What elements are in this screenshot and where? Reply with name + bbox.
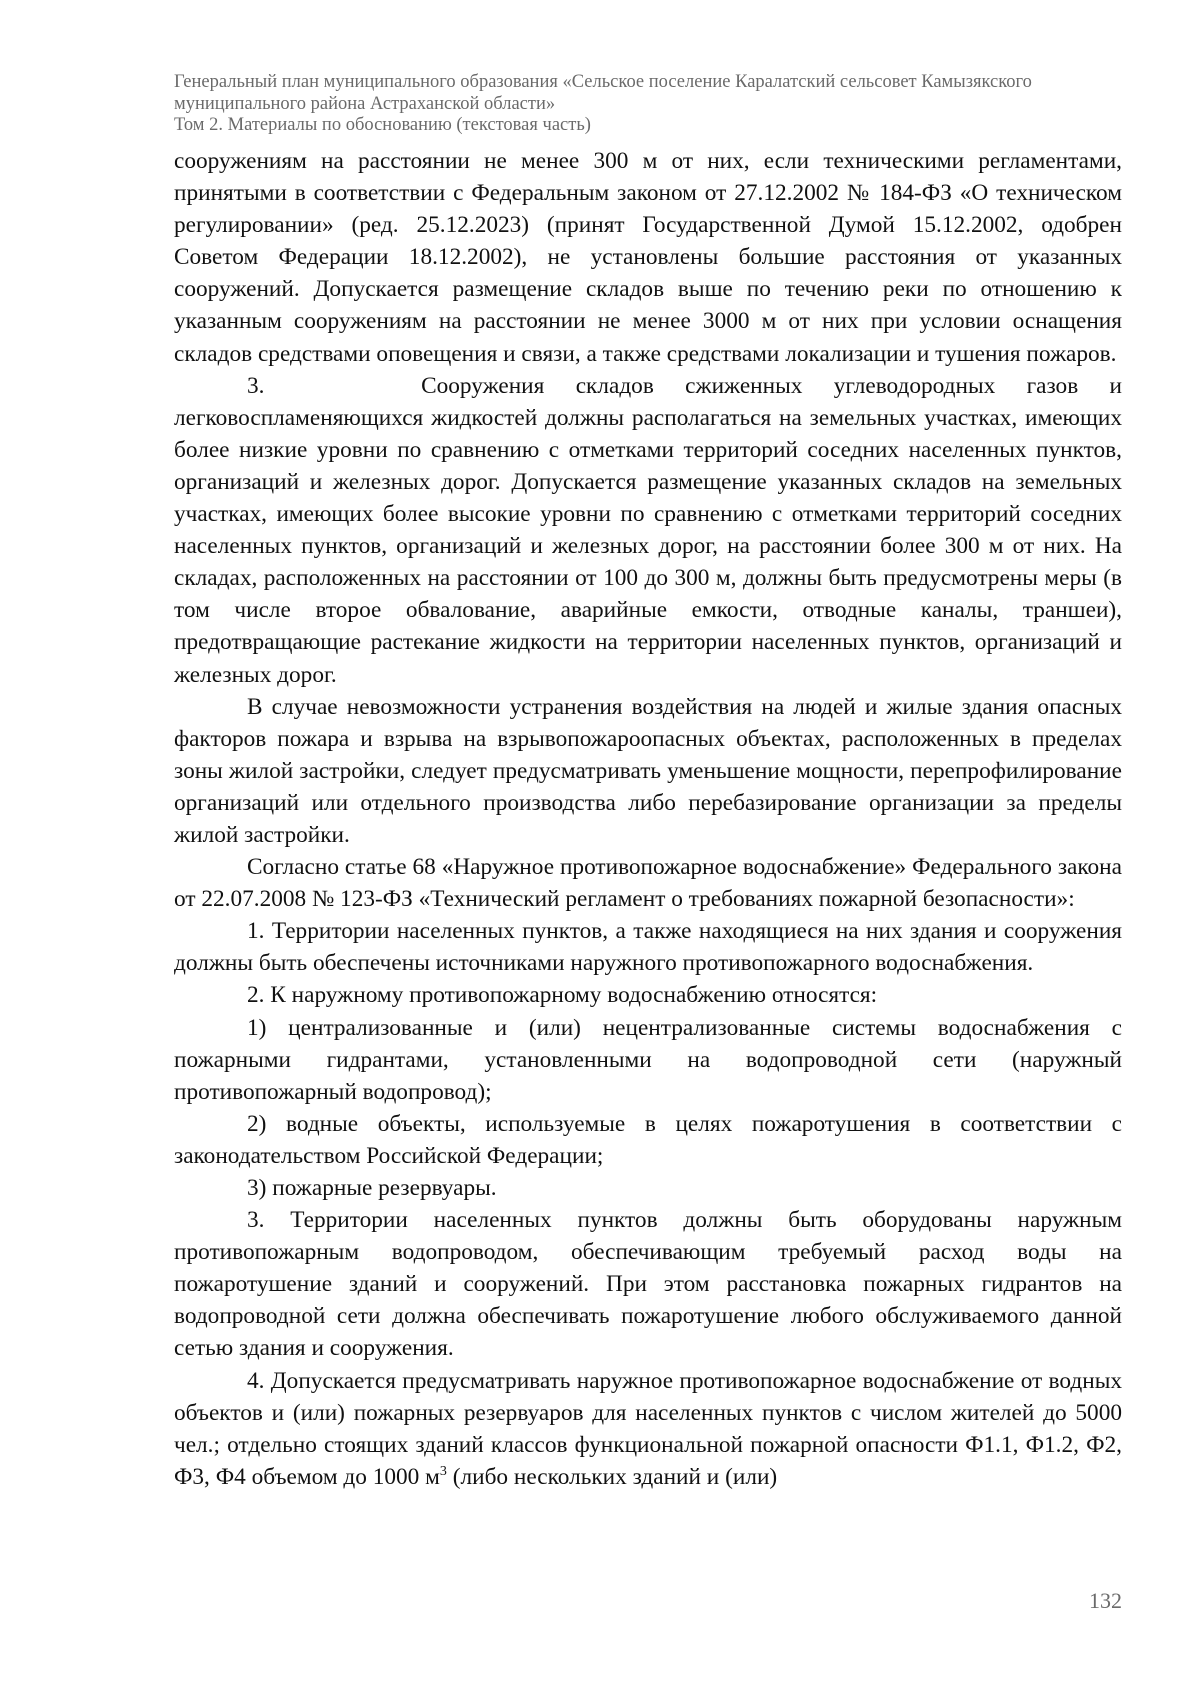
paragraph-subitem-3: 3) пожарные резервуары. (247, 1175, 497, 1201)
paragraph-article-68-item-3: 3. Территории населенных пунктов должны быть оборудованы наружным противопожарным водопроводом, обеспечивающим требуемый расход воды на пожаротушение зданий и сооружений. При этом расстановка пожарных гидрантов на водопроводной сети должна обеспечивать пожаротушение любого обслуживаемого данной сетью здания и сооружения. (174, 1207, 1122, 1362)
paragraph-article-68-item-4 (174, 1365, 1122, 1493)
paragraph-article-68-item-1: 1. Территории населенных пунктов, а также находящиеся на них здания и сооружения должны быть обеспечены источниками наружного противопожарного водоснабжения. (174, 918, 1122, 977)
document-body (174, 145, 1128, 1493)
cubic-superscript: 3 (439, 1463, 447, 1479)
page-number: 132 (1089, 1588, 1122, 1613)
paragraph-subitem-2: 2) водные объекты, используемые в целях пожаротушения в соответствии с законодательством Российской Федерации; (174, 1110, 1122, 1169)
header-line-3: Том 2. Материалы по обоснованию (текстовая часть) (174, 115, 591, 135)
paragraph-article-68-intro: Согласно статье 68 «Наружное противопожарное водоснабжение» Федерального закона от 22.07.2008 № 123-ФЗ «Технический регламент о требованиях пожарной безопасности»: (174, 854, 1122, 913)
paragraph-item-3-storage: 3. Сооружения складов сжиженных углеводородных газов и легковоспламеняющихся жидкостей должны располагаться на земельных участках, имеющих более низкие уровни по сравнению с отметками территорий соседних населенных пунктов, организаций и железных дорог. Допускается размещение указанных складов на земельных участках, имеющих более высокие уровни по сравнению с отметками территорий соседних населенных пунктов, организаций и железных дорог, на расстоянии более 300 м от них. На складах, расположенных на расстоянии от 100 до 300 м, должны быть предусмотрены меры (в том числе второе обвалование, аварийные емкости, отводные каналы, траншеи), предотвращающие растекание жидкости на территории населенных пунктов, организаций и железных дорог. (174, 372, 1128, 688)
header-line-1: Генеральный план муниципального образования «Сельское поселение Каралатский сельсовет Камызякского (174, 72, 1032, 92)
header-line-2: муниципального района Астраханской области» (174, 93, 556, 114)
page-header (174, 72, 1134, 137)
paragraph-continuation: сооружениям на расстоянии не менее 300 м от них, если техническими регламентами, принятыми в соответствии с Федеральным законом от 27.12.2002 № 184-ФЗ «О техническом регулировании» (ред. 25.12.2023) (принят Государственной Думой 15.12.2002, одобрен Советом Федерации 18.12.2002), не установлены большие расстояния от указанных сооружений. Допускается размещение складов выше по течению реки по отношению к указанным сооружениям на расстоянии не менее 3000 м от них при условии оснащения складов средствами оповещения и связи, а также средствами локализации и тушения пожаров. (174, 148, 1122, 367)
paragraph-article-68-item-2: 2. К наружному противопожарному водоснабжению относятся: (247, 982, 878, 1009)
paragraph-subitem-1: 1) централизованные и (или) нецентрализованные системы водоснабжения с пожарными гидрантами, установленными на водопроводной сети (наружный противопожарный водопровод); (174, 1014, 1122, 1105)
paragraph-hazard-relocation: В случае невозможности устранения воздействия на людей и жилые здания опасных факторов пожара и взрыва на взрывопожароопасных объектах, расположенных в пределах зоны жилой застройки, следует предусматривать уменьшение мощности, перепрофилирование организаций или отдельного производства либо перебазирование организации за пределы жилой застройки. (174, 693, 1122, 848)
paragraph-item-4-tail: (либо нескольких зданий и (или) (446, 1463, 778, 1490)
paragraph-item-4-text: 4. Допускается предусматривать наружное противопожарное водоснабжение от водных объектов и (или) пожарных резервуаров для населенных пунктов с числом жителей до 5000 чел.; отдельно стоящих зданий классов функциональной пожарной опасности Ф1.1, Ф1.2, Ф2, Ф3, Ф4 объемом до 1000 м (174, 1367, 1122, 1490)
